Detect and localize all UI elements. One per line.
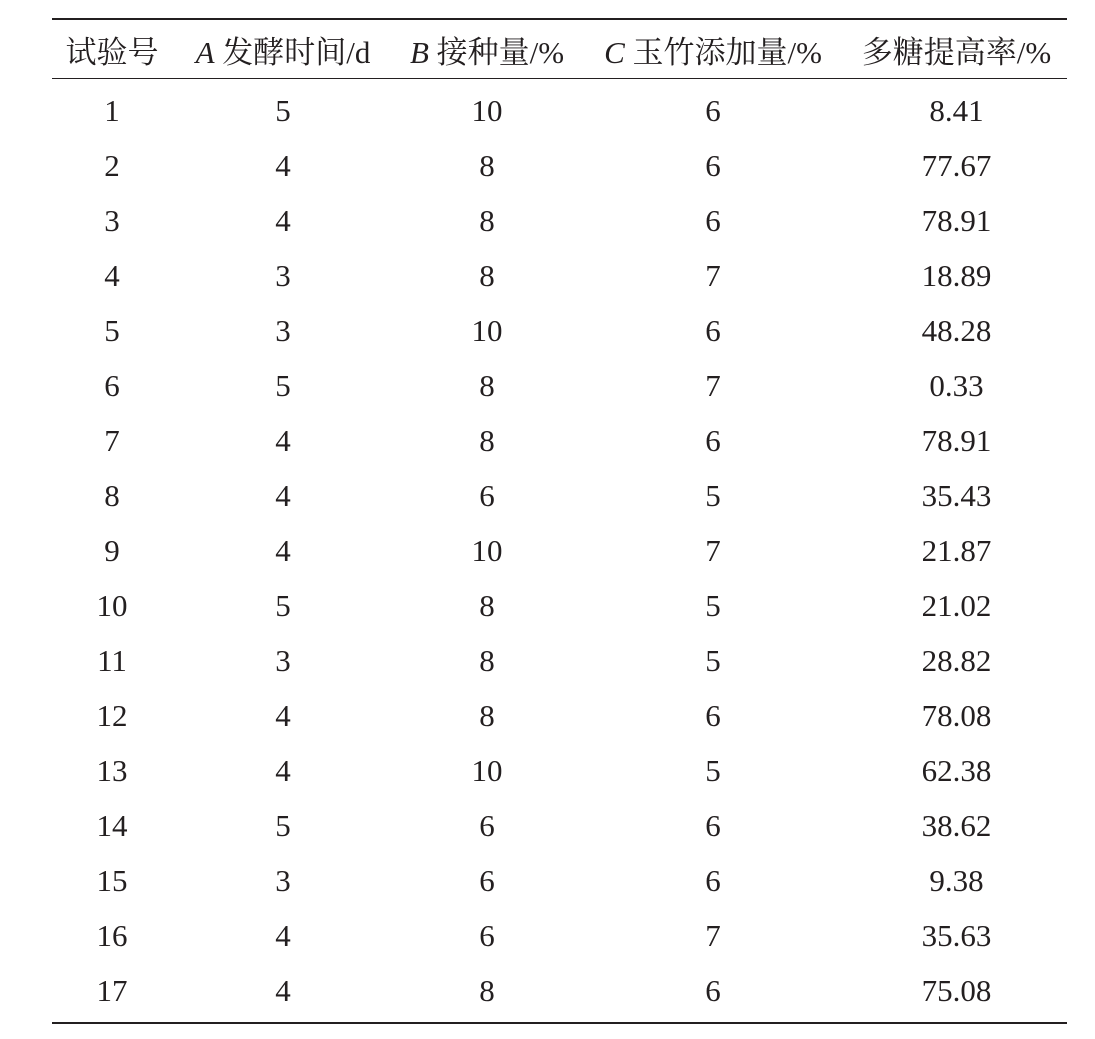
fermentation-time-cell: 4	[275, 422, 291, 458]
polysaccharide-increase-cell: 78.08	[921, 697, 992, 733]
fermentation-time-cell: 4	[275, 972, 291, 1008]
inoculum-cell: 8	[479, 257, 495, 293]
header-polygonatum-addition	[580, 19, 846, 79]
trial-number-cell: 6	[104, 367, 120, 403]
polysaccharide-increase-cell: 28.82	[921, 642, 992, 678]
header-label: 玉竹添加量/%	[632, 34, 822, 70]
table-row	[52, 248, 1067, 303]
inoculum-cell: 8	[479, 422, 495, 458]
fermentation-time-cell: 5	[275, 587, 291, 623]
header-label: 接种量/%	[436, 34, 565, 70]
polysaccharide-increase-cell: 38.62	[921, 807, 992, 843]
polygonatum-addition-cell: 7	[705, 917, 721, 953]
polygonatum-addition-cell: 6	[705, 422, 721, 458]
fermentation-time-cell: 4	[275, 147, 291, 183]
table-header	[52, 19, 1067, 79]
inoculum-cell: 8	[479, 587, 495, 623]
trial-number-cell: 7	[104, 422, 120, 458]
fermentation-time-cell: 4	[275, 752, 291, 788]
polygonatum-addition-cell: 6	[705, 862, 721, 898]
table-row	[52, 138, 1067, 193]
trial-number-cell: 3	[104, 202, 120, 238]
inoculum-cell: 8	[479, 367, 495, 403]
inoculum-cell: 10	[471, 312, 503, 348]
inoculum-cell: 8	[479, 147, 495, 183]
polygonatum-addition-cell: 6	[705, 697, 721, 733]
trial-number-cell: 4	[104, 257, 120, 293]
trial-number-cell: 9	[104, 532, 120, 568]
trial-number-cell: 12	[96, 697, 128, 733]
trial-number-cell: 17	[96, 972, 128, 1008]
inoculum-cell: 8	[479, 642, 495, 678]
fermentation-time-cell: 3	[275, 312, 291, 348]
polysaccharide-increase-cell: 78.91	[921, 202, 992, 238]
header-inoculum	[394, 19, 580, 79]
polygonatum-addition-cell: 6	[705, 202, 721, 238]
inoculum-cell: 8	[479, 972, 495, 1008]
header-label: 多糖提高率/%	[861, 34, 1052, 70]
header-trial-number	[52, 19, 172, 79]
polygonatum-addition-cell: 6	[705, 312, 721, 348]
trial-number-cell: 2	[104, 147, 120, 183]
polysaccharide-increase-cell: 35.63	[921, 917, 992, 953]
trial-number-cell: 14	[96, 807, 128, 843]
fermentation-time-cell: 4	[275, 697, 291, 733]
fermentation-time-cell: 3	[275, 257, 291, 293]
table-row	[52, 908, 1067, 963]
fermentation-time-cell: 3	[275, 642, 291, 678]
fermentation-time-cell: 5	[275, 92, 291, 128]
trial-number-cell: 15	[96, 862, 128, 898]
polygonatum-addition-cell: 5	[705, 642, 721, 678]
polygonatum-addition-cell: 5	[705, 752, 721, 788]
table-row	[52, 633, 1067, 688]
fermentation-time-cell: 5	[275, 367, 291, 403]
table-row	[52, 413, 1067, 468]
header-label: 发酵时间/d	[222, 34, 371, 70]
polygonatum-addition-cell: 7	[705, 367, 721, 403]
table-row	[52, 358, 1067, 413]
inoculum-cell: 8	[479, 202, 495, 238]
polysaccharide-increase-cell: 35.43	[921, 477, 992, 513]
header-polysaccharide-increase	[846, 19, 1067, 79]
trial-number-cell: 13	[96, 752, 128, 788]
polygonatum-addition-cell: 7	[705, 532, 721, 568]
table-row	[52, 688, 1067, 743]
inoculum-cell: 10	[471, 532, 503, 568]
table-row	[52, 193, 1067, 248]
polygonatum-addition-cell: 6	[705, 147, 721, 183]
inoculum-cell: 10	[471, 752, 503, 788]
header-variable: A	[195, 34, 215, 70]
polysaccharide-increase-cell: 62.38	[921, 752, 992, 788]
table-row	[52, 468, 1067, 523]
trial-number-cell: 10	[96, 587, 128, 623]
experiment-table-container	[52, 18, 1067, 1024]
inoculum-cell: 6	[479, 807, 495, 843]
header-row	[52, 19, 1067, 79]
polygonatum-addition-cell: 7	[705, 257, 721, 293]
trial-number-cell: 11	[97, 642, 127, 678]
header-fermentation-time	[172, 19, 394, 79]
trial-number-cell: 8	[104, 477, 120, 513]
table-row	[52, 853, 1067, 908]
polygonatum-addition-cell: 5	[705, 477, 721, 513]
inoculum-cell: 6	[479, 917, 495, 953]
polysaccharide-increase-cell: 21.02	[921, 587, 992, 623]
fermentation-time-cell: 5	[275, 807, 291, 843]
inoculum-cell: 6	[479, 862, 495, 898]
fermentation-time-cell: 3	[275, 862, 291, 898]
table-row	[52, 798, 1067, 853]
trial-number-cell: 5	[104, 312, 120, 348]
fermentation-time-cell: 4	[275, 477, 291, 513]
polysaccharide-increase-cell: 9.38	[929, 862, 984, 898]
inoculum-cell: 8	[479, 697, 495, 733]
polygonatum-addition-cell: 6	[705, 972, 721, 1008]
polygonatum-addition-cell: 5	[705, 587, 721, 623]
table-row	[52, 743, 1067, 798]
polysaccharide-increase-cell: 8.41	[929, 92, 984, 128]
trial-number-cell: 1	[104, 92, 120, 128]
polysaccharide-increase-cell: 18.89	[921, 257, 992, 293]
polysaccharide-increase-cell: 48.28	[921, 312, 992, 348]
header-label: 试验号	[65, 34, 159, 70]
polysaccharide-increase-cell: 77.67	[921, 147, 992, 183]
polygonatum-addition-cell: 6	[705, 92, 721, 128]
table-row	[52, 523, 1067, 578]
experiment-table	[52, 18, 1067, 1024]
polygonatum-addition-cell: 6	[705, 807, 721, 843]
polysaccharide-increase-cell: 21.87	[921, 532, 992, 568]
inoculum-cell: 10	[471, 92, 503, 128]
header-variable: C	[604, 34, 625, 70]
polysaccharide-increase-cell: 75.08	[921, 972, 992, 1008]
header-variable: B	[409, 34, 429, 70]
fermentation-time-cell: 4	[275, 532, 291, 568]
table-row	[52, 303, 1067, 358]
inoculum-cell: 6	[479, 477, 495, 513]
polysaccharide-increase-cell: 78.91	[921, 422, 992, 458]
table-body	[52, 79, 1067, 1024]
table-row	[52, 79, 1067, 139]
polysaccharide-increase-cell: 0.33	[929, 367, 984, 403]
fermentation-time-cell: 4	[275, 202, 291, 238]
trial-number-cell: 16	[96, 917, 128, 953]
table-row	[52, 578, 1067, 633]
table-row	[52, 963, 1067, 1023]
fermentation-time-cell: 4	[275, 917, 291, 953]
